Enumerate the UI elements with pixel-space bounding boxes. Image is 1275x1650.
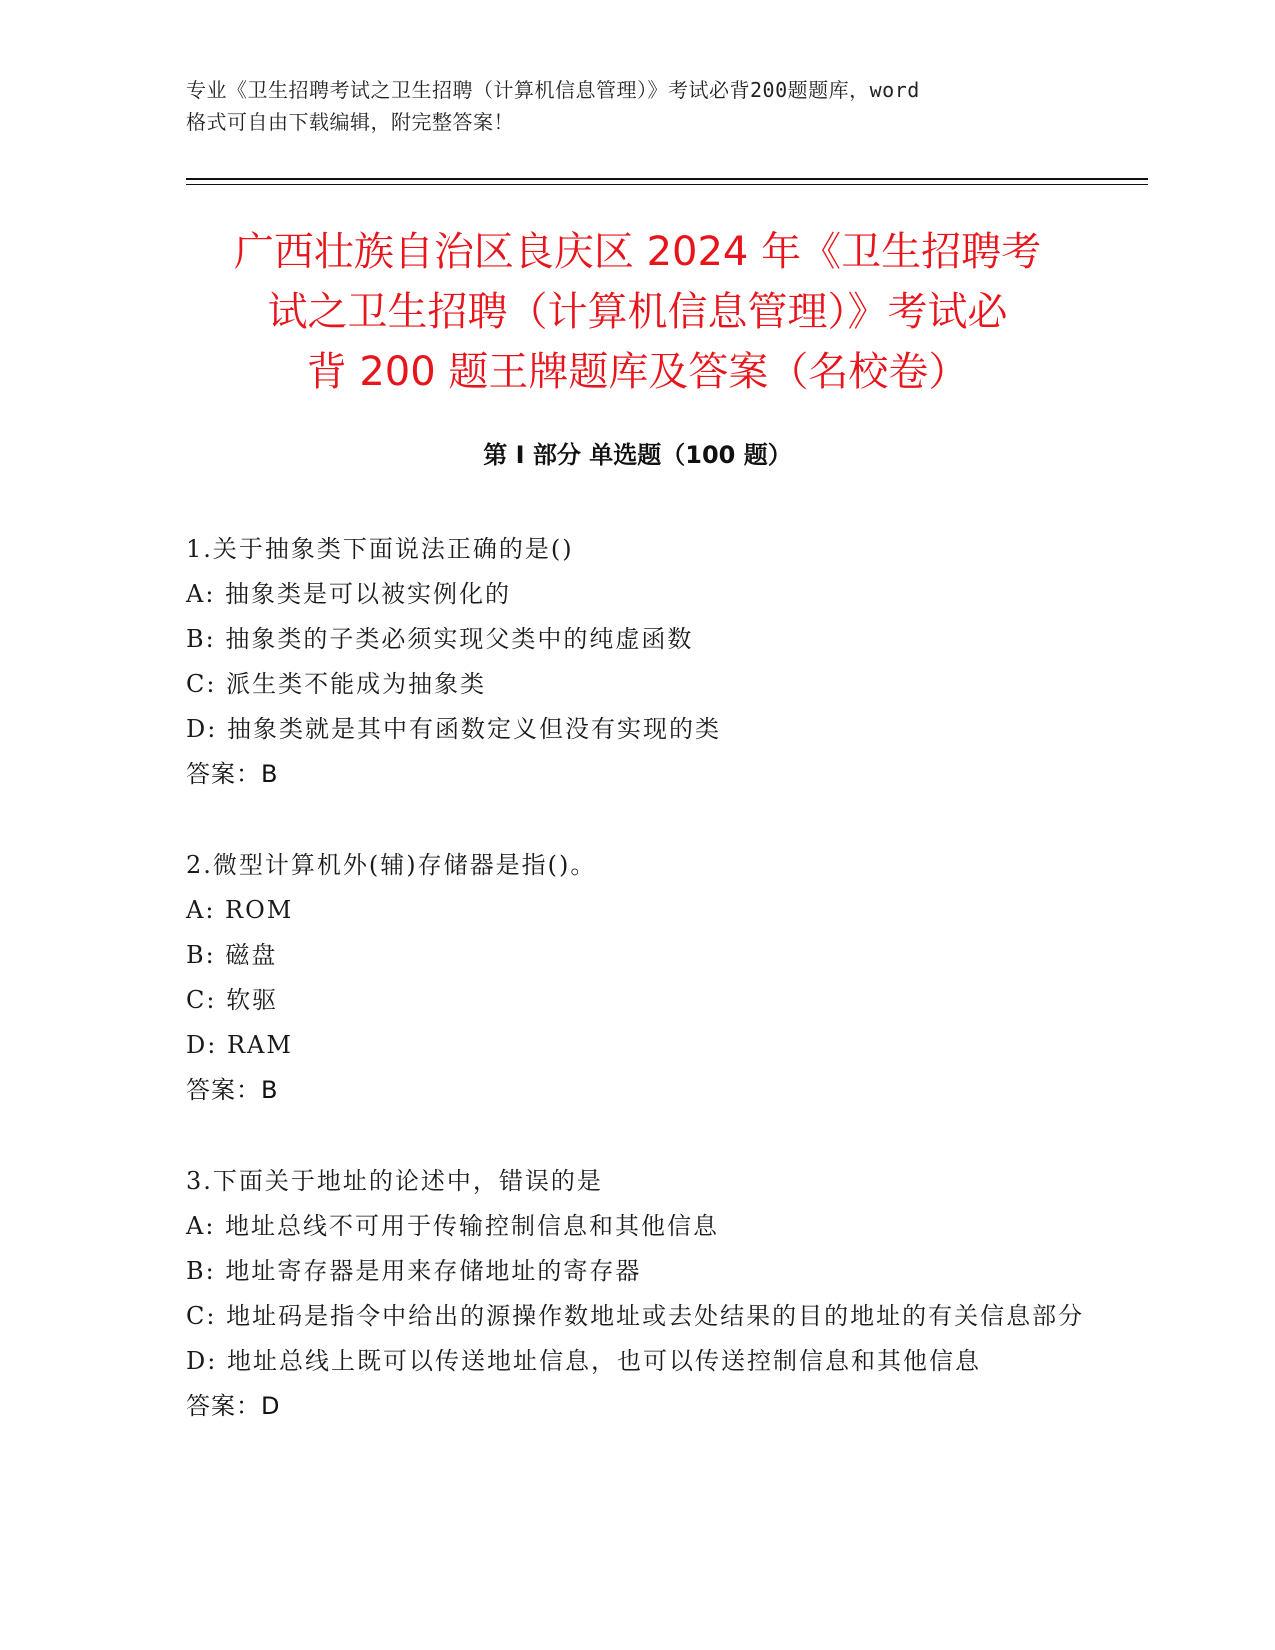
- option-d: D: 地址总线上既可以传送地址信息，也可以传送控制信息和其他信息: [186, 1347, 981, 1375]
- document-title-line-2: 试之卫生招聘（计算机信息管理）》考试必: [267, 289, 1008, 335]
- header-note-line-1: 专业《卫生招聘考试之卫生招聘（计算机信息管理）》考试必背200题题库，word: [186, 78, 920, 102]
- header-rule-thick: [186, 178, 1148, 180]
- header-rule-thin: [186, 184, 1148, 185]
- document-title: [170, 222, 1105, 402]
- option-b: B: 磁盘: [186, 941, 278, 969]
- option-b: B: 地址寄存器是用来存储地址的寄存器: [186, 1257, 642, 1285]
- option-d: D: 抽象类就是其中有函数定义但没有实现的类: [186, 715, 721, 743]
- answer-text: 答案：B: [186, 760, 279, 788]
- question-stem: 3.下面关于地址的论述中，错误的是: [186, 1167, 603, 1195]
- question-list: [186, 527, 1086, 1475]
- answer-text: 答案：D: [186, 1392, 281, 1420]
- option-c: C: 软驱: [186, 986, 279, 1014]
- document-title-line-3: 背 200 题王牌题库及答案（名校卷）: [306, 349, 969, 395]
- option-a: A: 抽象类是可以被实例化的: [186, 580, 512, 608]
- option-d: D: RAM: [186, 1031, 293, 1059]
- option-c: C: 地址码是指令中给出的源操作数地址或去处结果的目的地址的有关信息部分: [186, 1302, 1085, 1330]
- header-note-line-2: 格式可自由下载编辑，附完整答案！: [186, 110, 514, 134]
- section-heading: 第 I 部分 单选题（100 题）: [483, 441, 792, 469]
- question-stem: 2.微型计算机外(辅)存储器是指()。: [186, 851, 597, 879]
- answer-text: 答案：B: [186, 1076, 279, 1104]
- option-a: A: 地址总线不可用于传输控制信息和其他信息: [186, 1212, 720, 1240]
- header-note: [186, 74, 1086, 138]
- question-1: [186, 527, 1086, 797]
- option-a: A: ROM: [186, 896, 294, 924]
- option-c: C: 派生类不能成为抽象类: [186, 670, 487, 698]
- document-title-line-1: 广西壮族自治区良庆区 2024 年《卫生招聘考: [233, 229, 1042, 275]
- question-2: [186, 843, 1086, 1113]
- option-b: B: 抽象类的子类必须实现父类中的纯虚函数: [186, 625, 694, 653]
- question-3: [186, 1159, 1086, 1429]
- question-stem: 1.关于抽象类下面说法正确的是(): [186, 535, 574, 563]
